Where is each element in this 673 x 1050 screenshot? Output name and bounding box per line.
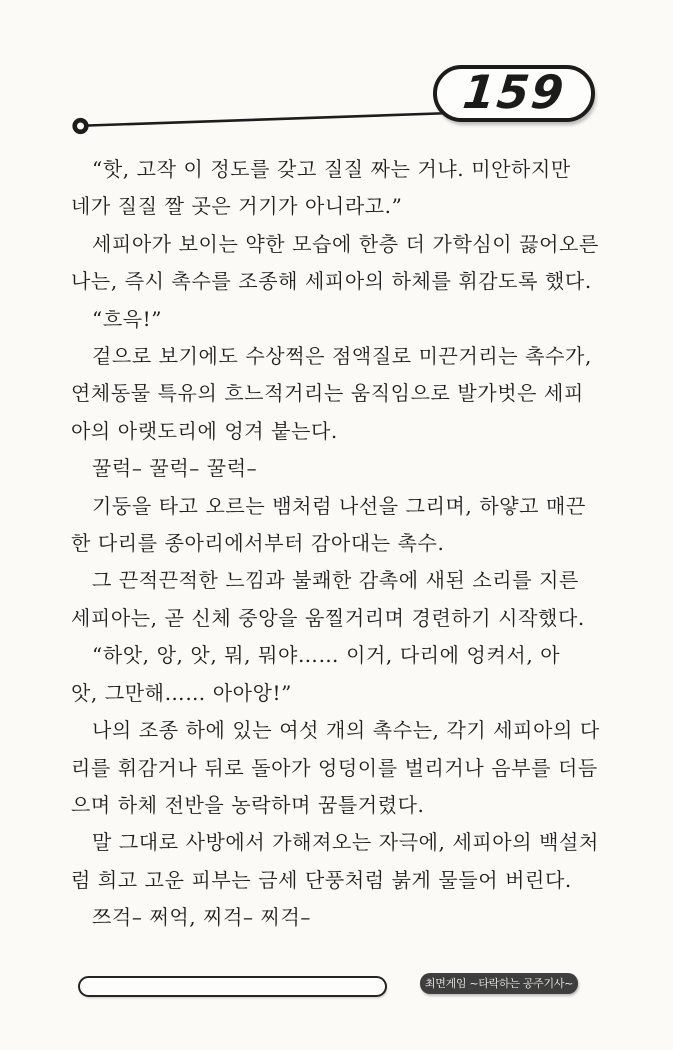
text-line: 럼 희고 고운 피부는 금세 단풍처럼 붉게 물들어 버린다.	[71, 867, 572, 892]
ring-ornament-icon	[75, 120, 87, 132]
text-line: 세피아는, 곧 신체 중앙을 움찔거리며 경련하기 시작했다.	[71, 605, 585, 630]
text-line: “하앗, 앙, 앗, 뭐, 뭐야…… 이거, 다리에 엉켜서, 아	[92, 643, 561, 668]
footer-series-badge	[420, 973, 578, 994]
text-line: 리를 휘감거나 뒤로 돌아가 엉덩이를 벌리거나 음부를 더듬	[71, 755, 598, 780]
body-text	[71, 151, 606, 937]
page-number-badge	[433, 65, 595, 122]
text-line: 네가 질질 짤 곳은 거기가 아니라고.”	[71, 194, 403, 219]
text-line: 말 그대로 사방에서 가해져오는 자극에, 세피아의 백설처	[92, 830, 599, 855]
text-line: 그 끈적끈적한 느낌과 불쾌한 감촉에 새된 소리를 지른	[92, 568, 579, 593]
text-line: “핫, 고작 이 정도를 갖고 질질 짜는 거냐. 미안하지만	[92, 157, 571, 181]
footer-series-title: 최면게임 ~타락하는 공주기사~	[424, 977, 574, 990]
text-line: “흐윽!”	[92, 306, 163, 331]
text-line: 쯔걱– 쩌억, 찌걱– 찌걱–	[92, 905, 311, 930]
text-line: 연체동물 특유의 흐느적거리는 움직임으로 발가벗은 세피	[71, 381, 584, 406]
header-horizontal-line	[88, 113, 452, 126]
text-line: 앗, 그만해…… 아아앙!”	[71, 680, 292, 705]
text-line: 기둥을 타고 오르는 뱀처럼 나선을 그리며, 하얗고 매끈	[92, 493, 586, 518]
text-line: 세피아가 보이는 약한 모습에 한층 더 가학심이 끓어오른	[92, 231, 599, 256]
text-line: 겉으로 보기에도 수상쩍은 점액질로 미끈거리는 촉수가,	[92, 344, 592, 369]
text-line: 꿀럭– 꿀럭– 꿀럭–	[92, 456, 258, 481]
text-line: 으며 하체 전반을 농락하며 꿈틀거렸다.	[71, 792, 425, 817]
footer-blank-pill	[78, 976, 387, 997]
text-line: 나의 조종 하에 있는 여섯 개의 촉수는, 각기 세피아의 다	[92, 718, 600, 743]
text-line: 아의 아랫도리에 엉겨 붙는다.	[71, 418, 338, 443]
page-number: 159	[460, 65, 569, 119]
text-line: 나는, 즉시 촉수를 조종해 세피아의 하체를 휘감도록 했다.	[71, 269, 592, 294]
text-line: 한 다리를 종아리에서부터 감아대는 촉수.	[71, 531, 445, 556]
